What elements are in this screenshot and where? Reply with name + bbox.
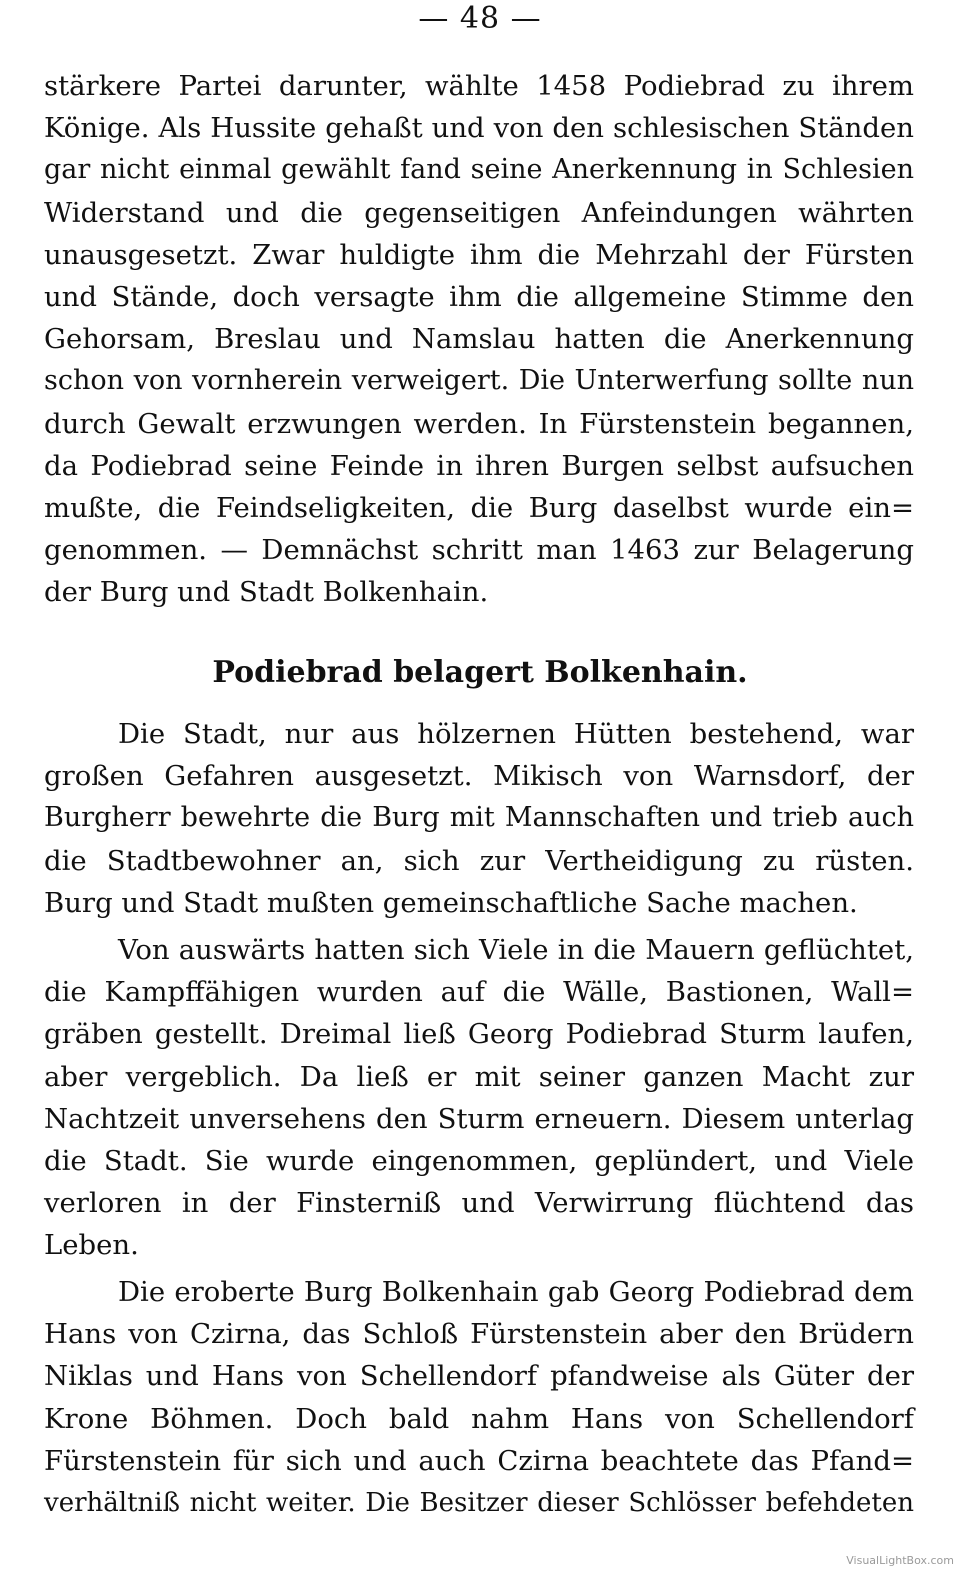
text-line: Nachtzeit unversehens den Sturm erneuern. Diesem unterlag: [44, 1102, 914, 1135]
text-line: durch Gewalt erzwungen werden. In Fürstenstein begannen,: [44, 407, 914, 440]
text-line: Leben.: [44, 1229, 139, 1262]
text-line: Von auswärts hatten sich Viele in die Mauern geflüchtet,: [118, 934, 914, 966]
text-line: Burgherr bewehrte die Burg mit Mannschaften und trieb auch: [44, 802, 914, 834]
text-line: gräben gestellt. Dreimal ließ Georg Podiebrad Sturm laufen,: [44, 1018, 914, 1051]
text-line: die Kampffähigen wurden auf die Wälle, Bastionen, Wall=: [44, 976, 914, 1009]
text-line: Hans von Czirna, das Schloß Fürstenstein aber den Brüdern: [44, 1318, 914, 1351]
text-line: aber vergeblich. Da ließ er mit seiner ganzen Macht zur: [44, 1060, 914, 1093]
text-line: Könige. Als Hussite gehaßt und von den schlesischen Ständen: [44, 112, 914, 145]
text-line: Niklas und Hans von Schellendorf pfandweise als Güter der: [44, 1360, 914, 1393]
text-line: unausgesetzt. Zwar huldigte ihm die Mehrzahl der Fürsten: [44, 238, 914, 271]
paragraph-1: [44, 65, 914, 613]
text-line: Widerstand und die gegenseitigen Anfeindungen währten: [44, 196, 914, 229]
text-line: der Burg und Stadt Bolkenhain.: [44, 576, 489, 609]
text-line: großen Gefahren ausgesetzt. Mikisch von Warnsdorf, der: [44, 760, 914, 793]
paragraph-4: [44, 1271, 914, 1524]
text-line: Fürstenstein für sich und auch Czirna beachtete das Pfand=: [44, 1444, 914, 1477]
text-line: Burg und Stadt mußten gemeinschaftliche Sache machen.: [44, 886, 858, 919]
text-line: genommen. — Demnächst schritt man 1463 zur Belagerung: [44, 534, 914, 567]
text-line: gar nicht einmal gewählt fand seine Anerkennung in Schlesien: [44, 154, 914, 186]
text-line: verhältniß nicht weiter. Die Besitzer dieser Schlösser befehdeten: [44, 1487, 914, 1518]
paragraph-3: [44, 929, 914, 1267]
text-line: die Stadt. Sie wurde eingenommen, geplündert, und Viele: [44, 1144, 914, 1177]
text-line: Gehorsam, Breslau und Namslau hatten die Anerkennung: [44, 323, 914, 356]
text-line: stärkere Partei darunter, wählte 1458 Podiebrad zu ihrem: [44, 70, 914, 102]
watermark: VisualLightBox.com: [846, 1554, 954, 1567]
text-line: mußte, die Feindseligkeiten, die Burg daselbst wurde ein=: [44, 491, 914, 524]
text-line: Die eroberte Burg Bolkenhain gab Georg Podiebrad dem: [118, 1276, 914, 1308]
text-line: da Podiebrad seine Feinde in ihren Burgen selbst aufsuchen: [44, 449, 914, 482]
text-line: Krone Böhmen. Doch bald nahm Hans von Schellendorf: [44, 1402, 914, 1435]
text-line: Die Stadt, nur aus hölzernen Hütten bestehend, war: [118, 718, 914, 750]
paragraph-2: [44, 713, 914, 924]
text-line: verloren in der Finsterniß und Verwirrung flüchtend das: [44, 1187, 914, 1220]
text-line: schon von vornherein verweigert. Die Unterwerfung sollte nun: [44, 365, 914, 397]
page-number: — 48 —: [418, 1, 542, 36]
text-line: und Stände, doch versagte ihm die allgemeine Stimme den: [44, 280, 914, 313]
section-heading: Podiebrad belagert Bolkenhain.: [212, 655, 748, 690]
text-line: die Stadtbewohner an, sich zur Vertheidigung zu rüsten.: [44, 844, 914, 877]
